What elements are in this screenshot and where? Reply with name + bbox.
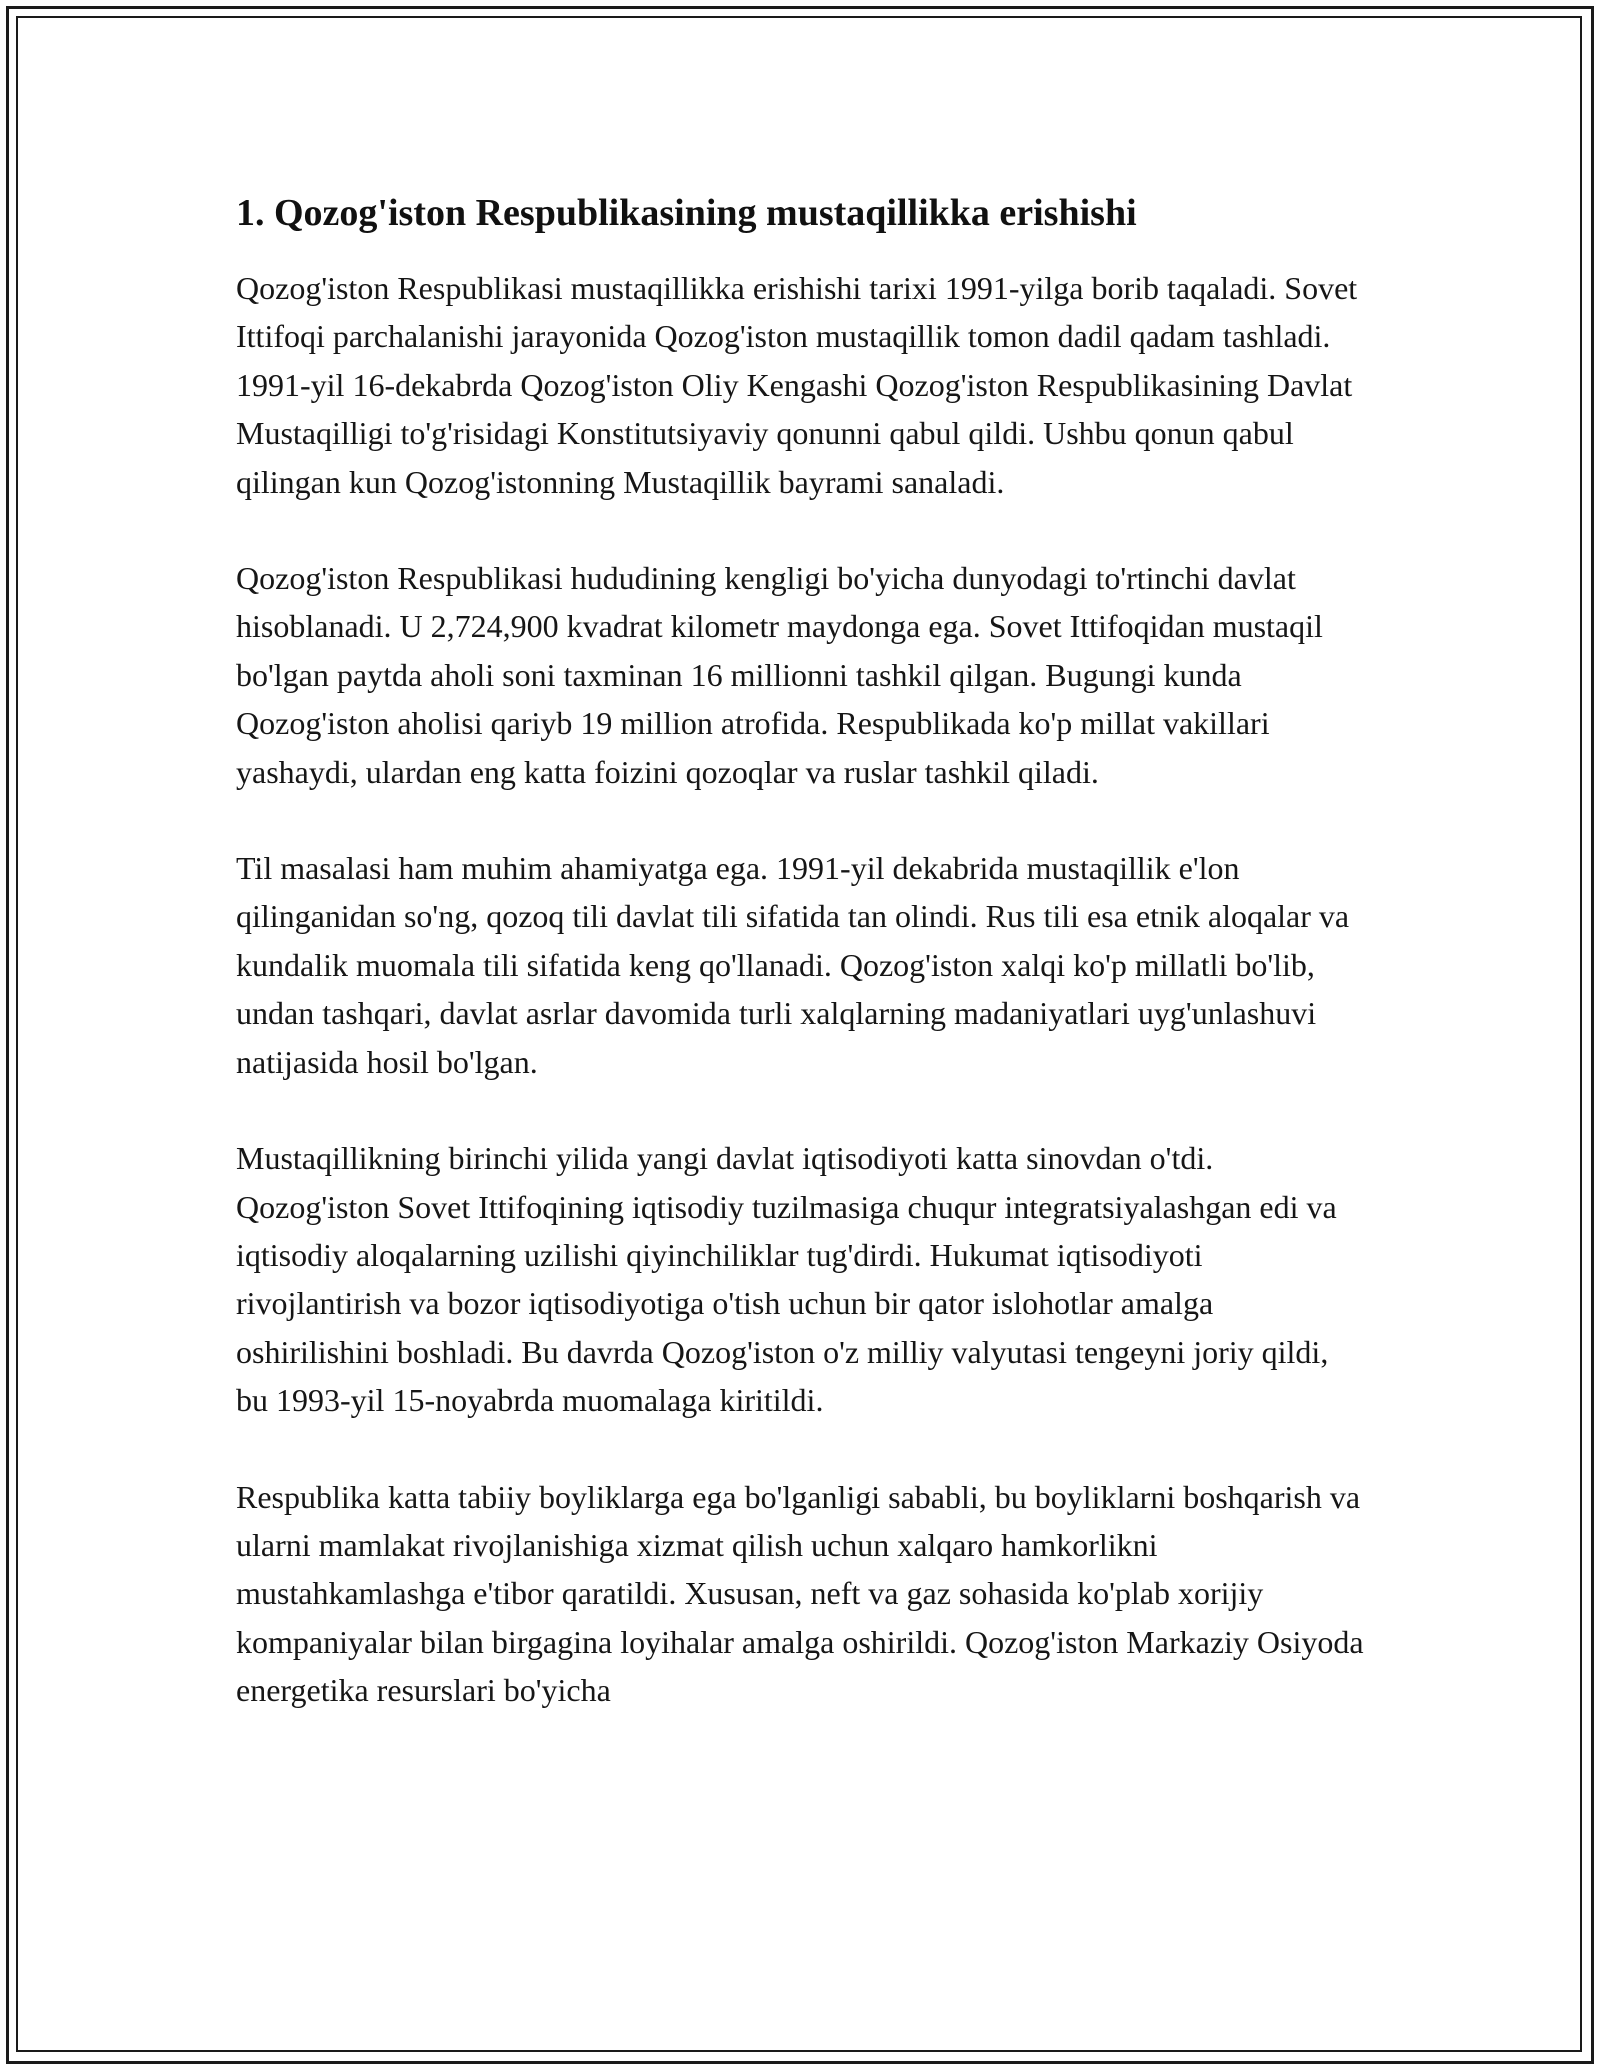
paragraph-territory-population: Qozog'iston Respublikasi hududining kengligi bo'yicha dunyodagi to'rtinchi davlat hisoblanadi. U 2,724,900 kvadrat kilometr maydonga ega. Sovet Ittifoqidan mustaqil bo'lgan paytda aholi soni taxminan 16 millionni tashkil qilgan. Bugungi kunda Qozog'iston aholisi qariyb 19 million atrofida. Respublikada ko'p millat vakillari yashaydi, ulardan eng katta foizini qozoqlar va ruslar tashkil qiladi. — [236, 560, 1323, 790]
section-heading: 1. Qozog'iston Respublikasining mustaqillikka erishishi — [236, 192, 1137, 234]
document-body — [236, 186, 1366, 1763]
paragraph-independence-history: Qozog'iston Respublikasi mustaqillikka erishishi tarixi 1991-yilga borib taqaladi. Sovet Ittifoqi parchalanishi jarayonida Qozog'iston mustaqillik tomon dadil qadam tashladi. 1991-yil 16-dekabrda Qozog'iston Oliy Kengashi Qozog'iston Respublikasining Davlat Mustaqilligi to'g'risidagi Konstitutsiyaviy qonunni qabul qildi. Ushbu qonun qabul qilingan kun Qozog'istonning Mustaqillik bayrami sanaladi. — [236, 270, 1358, 500]
paragraph-natural-resources: Respublika katta tabiiy boyliklarga ega bo'lganligi sababli, bu boyliklarni boshqarish va ularni mamlakat rivojlanishiga xizmat qilish uchun xalqaro hamkorlikni mustahkamlashga e'tibor qaratildi. Xususan, neft va gaz sohasida ko'plab xorijiy kompaniyalar bilan birgagina loyihalar amalga oshirildi. Qozog'iston Markaziy Osiyoda energetika resurslari bo'yicha — [236, 1478, 1364, 1709]
paragraph-economy: Mustaqillikning birinchi yilida yangi davlat iqtisodiyoti katta sinovdan o'tdi. Qozog'iston Sovet Ittifoqining iqtisodiy tuzilmasiga chuqur integratsiyalashgan edi va iqtisodiy aloqalarning uzilishi qiyinchiliklar tug'dirdi. Hukumat iqtisodiyoti rivojlantirish va bozor iqtisodiyotiga o'tish uchun bir qator islohotlar amalga oshirilishini boshladi. Bu davrda Qozog'iston o'z milliy valyutasi tengeyni joriy qildi, bu 1993-yil 15-noyabrda muomalaga kiritildi. — [236, 1140, 1337, 1419]
paragraph-language: Til masalasi ham muhim ahamiyatga ega. 1991-yil dekabrida mustaqillik e'lon qilinganidan so'ng, qozoq tili davlat tili sifatida tan olindi. Rus tili esa etnik aloqalar va kundalik muomala tili sifatida keng qo'llanadi. Qozog'iston xalqi ko'p millatli bo'lib, undan tashqari, davlat asrlar davomida turli xalqlarning madaniyatlari uyg'unlashuvi natijasida hosil bo'lgan. — [236, 850, 1350, 1080]
